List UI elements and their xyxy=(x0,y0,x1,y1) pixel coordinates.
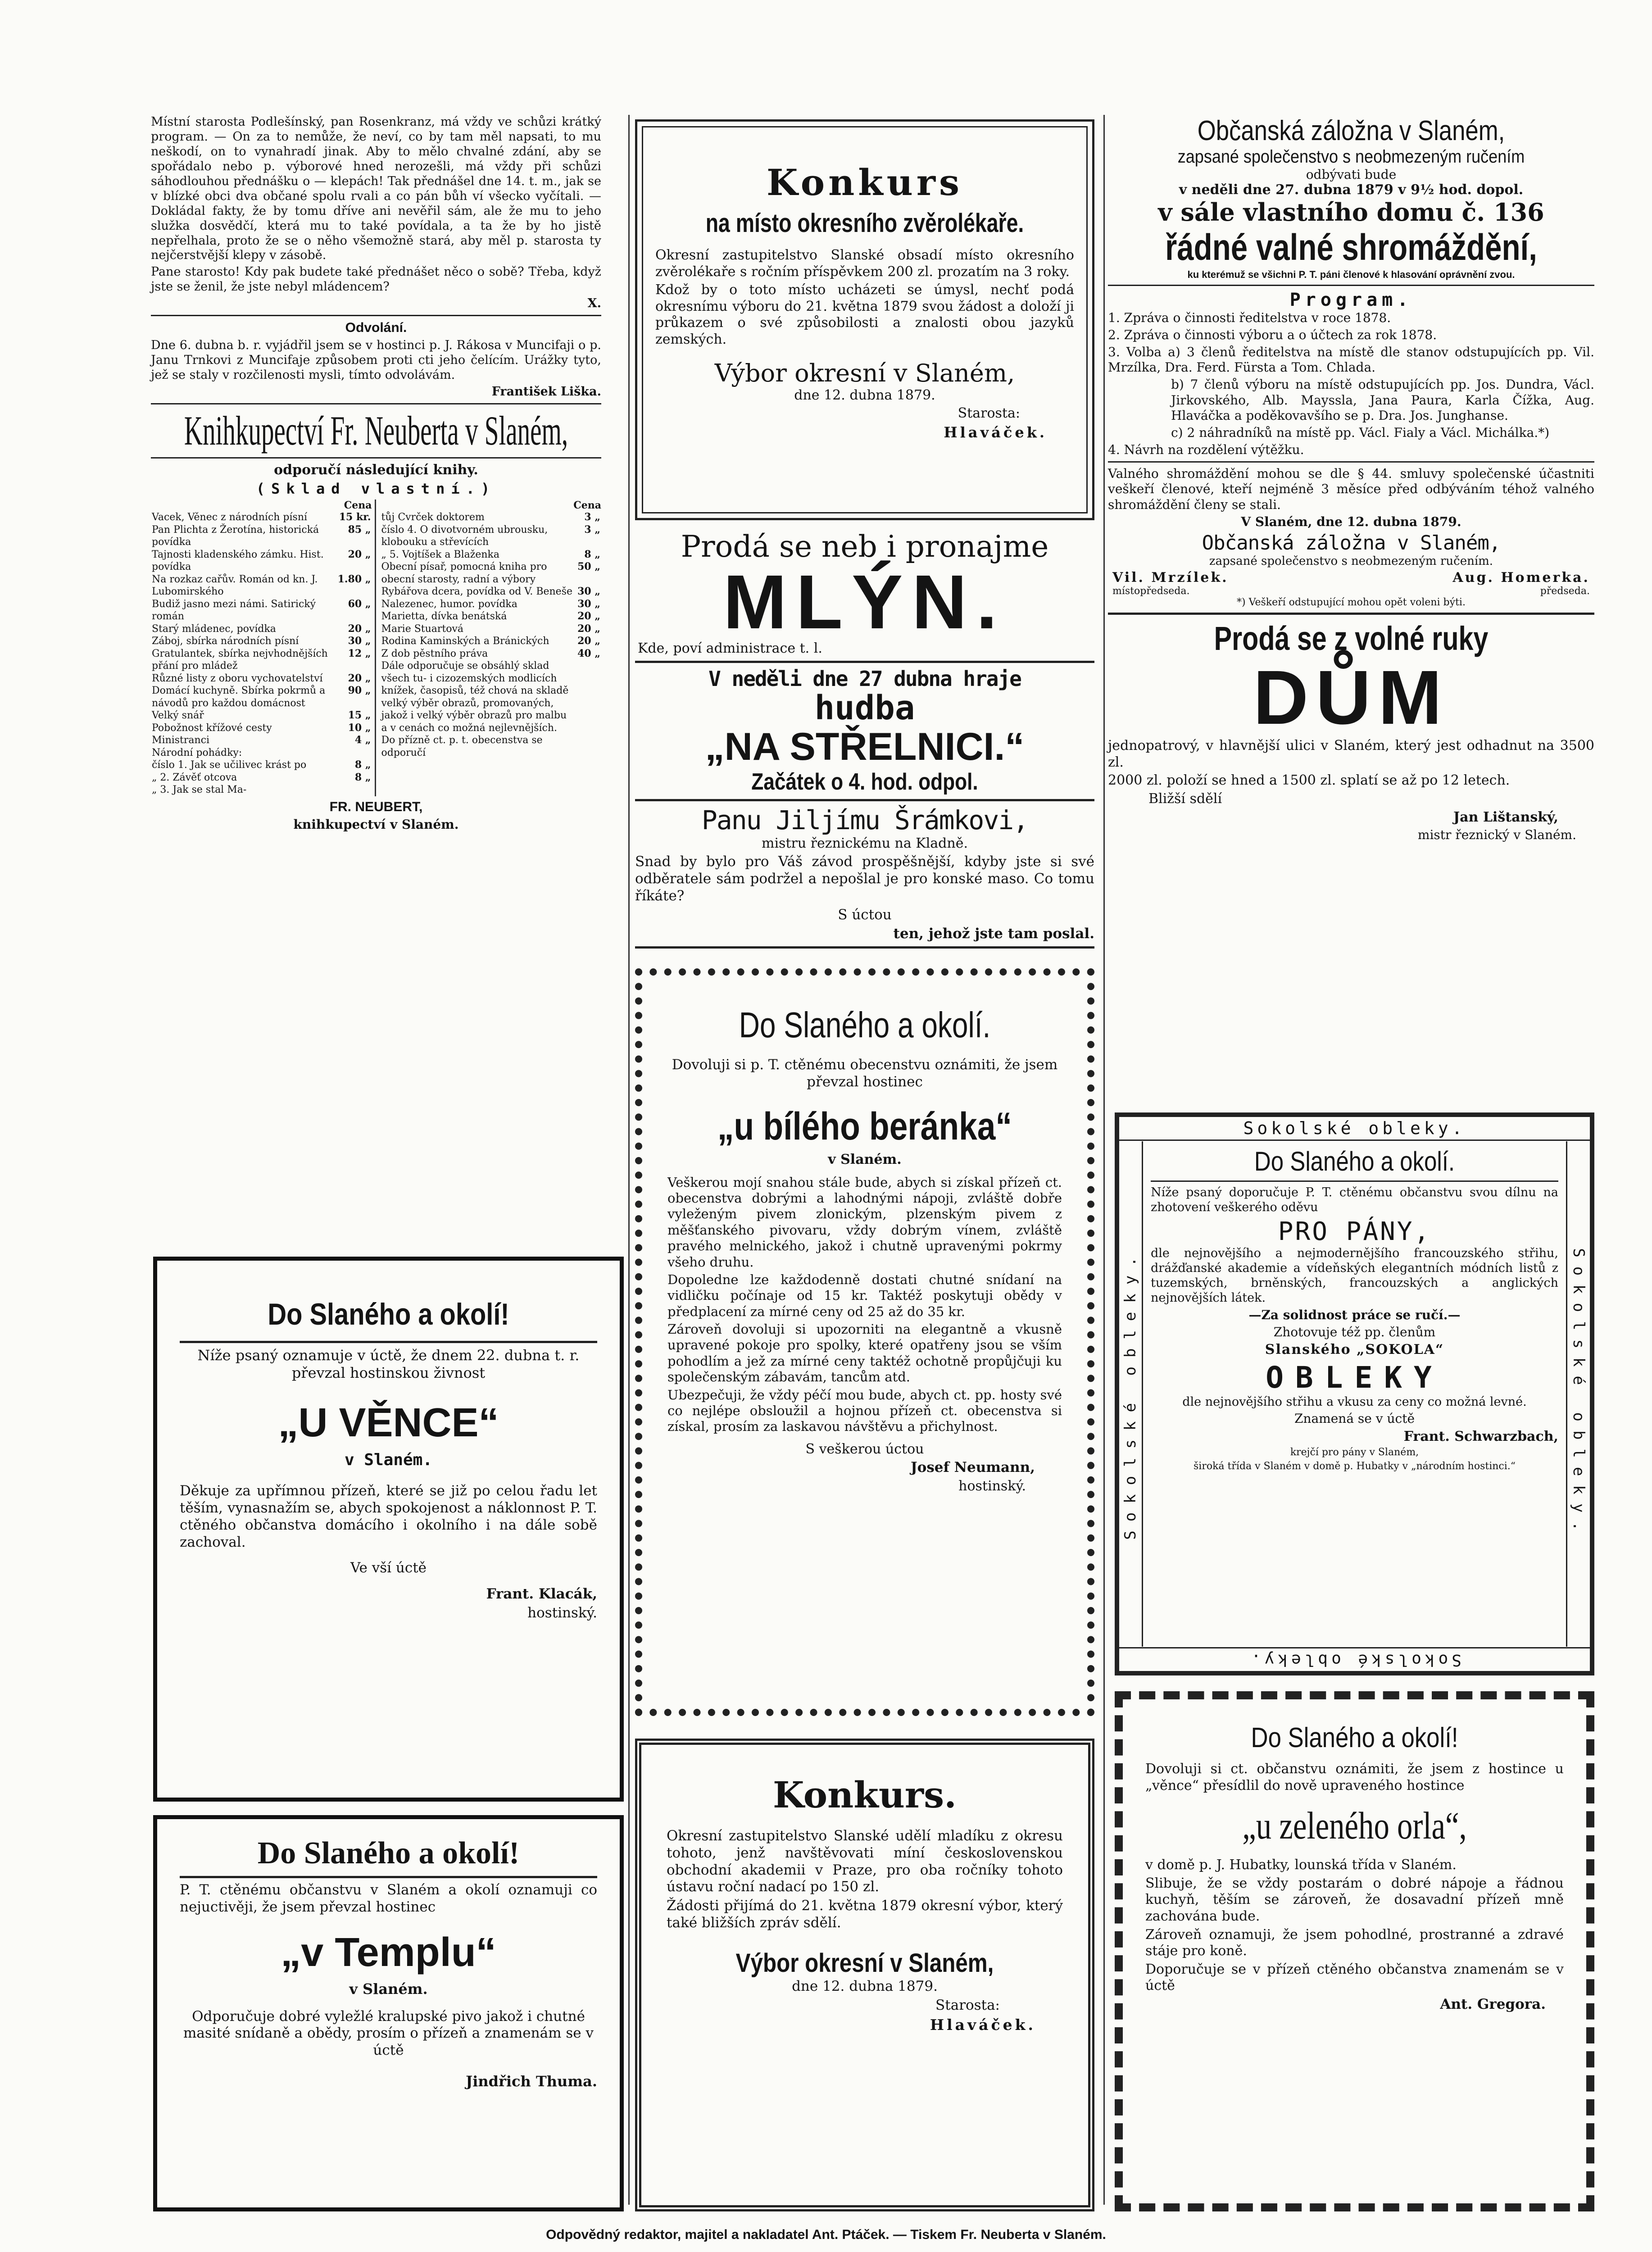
ad-subtitle: mistru řeznickému na Kladně. xyxy=(762,835,968,851)
book-row xyxy=(381,610,602,623)
divider xyxy=(635,946,1094,949)
book-row xyxy=(381,561,602,586)
ad-title: Do Slaného a okolí! xyxy=(257,1836,520,1871)
article-paragraph: Místní starosta Podlešínský, pan Rosenkranz, má vždy ve schůzi krátký program. — On za to nemůže, že neví, co by tam měl napsati, to mu neškodí, on to vynahradí jinak. Aby to mělo chvalné zdání, aby se spořádalo nebo p. výborové hned nerozešli, má vždy při schůzi sáhodlouhou přednášku o — klepách! Tak přednášel dne 14. t. m., jak se v blízké obci dva občané spolu rvali a co pán bůh ví všecko vyčítali. — Dokládal fakty, že by tomu dříve ani nevěřil sám, ale že mu to jeho služka dosvědčí, která mu to také povídala, a ta že by ho jistě nepřelhala, proto že se o něho všemožně stará, aby měl p. starosta ty nejčerstvější klepy v zásobě. xyxy=(151,115,601,263)
book-title: Z dob pěstního práva xyxy=(381,648,488,659)
ad-title: Konkurs. xyxy=(773,1774,957,1816)
ad-text: odbývati bude xyxy=(1306,167,1397,182)
ad-text: Kde, poví administrace t. l. xyxy=(638,640,822,656)
book-row xyxy=(381,598,602,611)
ad-text: Děkuje za upřímnou přízeň, které se již po celou řadu let těším, vynasnažím se, abych spokojenost a náklonnost P. T. ctěného občanstva domácího i okolního i na dále sobě zachoval. xyxy=(180,1483,597,1550)
book-price: 90 „ xyxy=(348,685,371,697)
ad-text: Znamená se v úctě xyxy=(1294,1411,1415,1426)
book-title: Pobožnost křížové cesty xyxy=(152,722,272,734)
book-row xyxy=(151,722,372,735)
program-list xyxy=(1108,310,1594,458)
book-price xyxy=(576,734,601,759)
ad-text: Dovoluji si p. T. ctěnému obecenstvu oznámiti, že jsem převzal hostinec xyxy=(672,1057,1058,1090)
book-price xyxy=(576,660,601,734)
book-price: 20 „ xyxy=(577,622,600,635)
book-price: 10 „ xyxy=(348,722,371,734)
book-price: 85 „ xyxy=(348,523,371,536)
ad-body xyxy=(1151,1146,1558,1475)
ad-text: zapsané společenstvo s neobmezeným ručením. xyxy=(1209,554,1493,568)
book-price: 20 „ xyxy=(348,622,371,635)
ad-signature: krejčí pro pány v Slaném, xyxy=(1290,1447,1419,1458)
ad-u-zeleneho-orla xyxy=(1115,1691,1594,2211)
program-title: Program. xyxy=(1289,289,1413,310)
program-item: c) 2 náhradníků na místě pp. Václ. Fialy a Václ. Michálka.*) xyxy=(1171,425,1550,440)
book-price: 15 kr. xyxy=(339,511,371,523)
bookshop-title: Knihkupectví Fr. Neuberta v Slaném, xyxy=(184,407,568,454)
ad-place: v sále vlastního domu č. 136 xyxy=(1158,198,1544,227)
book-title: Starý mládenec, povídka xyxy=(152,623,276,635)
ad-headline: hudba xyxy=(814,688,915,727)
book-title: Rybářova dcera, povídka od V. Beneše xyxy=(381,586,572,598)
book-row xyxy=(151,623,372,636)
ad-subtitle: zapsané společenstvo s neobmezeným ručením xyxy=(1177,147,1525,167)
ad-title: Do Slaného a okolí! xyxy=(268,1297,509,1331)
book-title: Obecní písař, pomocná kniha pro obecní starosty, radní a výbory xyxy=(381,561,547,585)
book-title: Pan Plichta z Žerotína, historická povídka xyxy=(152,524,319,548)
book-title: číslo 1. Jak se učilivec krást po xyxy=(152,759,307,771)
book-price: 4 „ xyxy=(354,734,371,746)
price-header: Cena xyxy=(573,499,601,512)
ad-headline: OBLEKY xyxy=(1266,1360,1443,1395)
book-price: 8 „ xyxy=(584,548,600,560)
frame-label-bottom: Sokolské obleky. xyxy=(1248,1651,1461,1669)
ad-name: „v Templu“ xyxy=(281,1930,496,1975)
article-paragraph: Dne 6. dubna b. r. vyjádřil jsem se v hostinci p. J. Rákosa v Muncifaji o p. Janu Trnkovi z Muncifaje způsobem proti cti jeho čelícím. Urážky tyto, jež se staly v rozčilenosti mysli, tímto odvolávám. xyxy=(151,338,601,382)
book-title: Dále odporučuje se obsáhlý sklad všech tu- i cizozemských modlicích knížek, časopisů, též chová na skladě velký výběr obrazů, promovaných, jakož i velký výběr obrazů pro malbu a v cenách co možná nejlevnějších. xyxy=(381,660,569,734)
book-row xyxy=(151,598,372,623)
bookshop-subtitle: odporučí následující knihy. xyxy=(274,462,478,478)
book-title: Marietta, dívka benátská xyxy=(381,611,507,622)
frame-label-top: Sokolské obleky. xyxy=(1119,1117,1590,1141)
ad-text: dle nejnovějšího a nejmodernějšího francouzského střihu, drážďanské akademie a vídeňských elegantních módních listů z tuzemských, brněnských, francouzských a anglických nejnovějších látek. xyxy=(1151,1246,1558,1305)
ad-u-vence xyxy=(153,1257,624,1802)
divider xyxy=(151,315,601,316)
ad-signature: Hlaváček. xyxy=(930,2016,1036,2034)
book-row xyxy=(381,635,602,648)
ad-name: „NA STŘELNICI.“ xyxy=(705,725,1025,769)
ad-text: dle nejnovějšího střihu a vkusu za ceny co možná levné. xyxy=(1182,1394,1527,1409)
ad-text: Okresní zastupitelstvo Slanské udělí mladíku z okresu tohoto, jenž navštěvovati míní československou obchodní akademii v Praze, pro oba ročníky tohoto ústavu roční nadací po 150 zl. xyxy=(667,1828,1063,1895)
book-title: Nalezenec, humor. povídka xyxy=(381,598,517,610)
ad-text: Bližší sdělí xyxy=(1148,790,1222,807)
ad-place: v Slaném. xyxy=(828,1151,902,1167)
book-row xyxy=(151,573,372,598)
book-price: 20 „ xyxy=(348,548,371,560)
frame-side-left xyxy=(1119,1141,1143,1647)
ad-text: Zároveň dovoluji si upozorniti na elegantně a vkusně upravené pokoje pro spolky, které opatřeny jsou se vším pohodlím a jež za mírné ceny taktéž ochotně propůjčuji ku společenským zábavám, tancům atd. xyxy=(667,1321,1062,1385)
ad-text: Doporučuje se v přízeň ctěného občanstva znamenám se v úctě xyxy=(1145,1961,1564,1994)
bookshop-signature: FR. NEUBERT, xyxy=(329,799,423,814)
ad-v-templu xyxy=(153,1815,624,2211)
article-signature: František Liška. xyxy=(491,384,601,399)
signature-name: Aug. Homerka. xyxy=(1452,569,1590,586)
ad-text: S úctou xyxy=(838,906,892,923)
divider xyxy=(635,799,1094,801)
divider xyxy=(151,403,601,404)
ad-text: Valného shromáždění mohou se dle § 44. smluvy společenské účastniti veškeří členové, kteří nejméně 3 měsíce před odbýváním téhož valného shromáždění členy se stali. xyxy=(1108,466,1594,512)
book-price xyxy=(337,747,372,759)
column-rule xyxy=(628,115,630,2205)
signature-name: Vil. Mrzílek. xyxy=(1112,569,1229,586)
book-title: „ 3. Jak se stal Ma- xyxy=(152,784,247,796)
book-row xyxy=(151,648,372,672)
ad-text: Níže psaný oznamuje v úctě, že dnem 22. dubna t. r. převzal hostinskou živnost xyxy=(197,1347,580,1382)
ad-signature: Hlaváček. xyxy=(944,423,1047,441)
article-paragraph: Pane starosto! Kdy pak budete také přednášet něco o sobě? Třeba, když jste se ženil, že jste nebyl mládencem? xyxy=(151,265,601,294)
frame-side-bottom xyxy=(1119,1647,1590,1671)
book-list-left xyxy=(151,499,376,796)
ad-signature: hostinský. xyxy=(527,1604,597,1621)
book-price: 20 „ xyxy=(348,672,371,684)
ad-text: Slibuje, že se vždy postarám o dobré nápoje a řádnou kuchyň, těším se zároveň, že dosavadní přízeň mně zachována bude. xyxy=(1145,1875,1564,1924)
ad-signature: Ant. Gregora. xyxy=(1440,1996,1546,2012)
ad-text: Odporučuje dobré vyležlé kralupské pivo jakož i chutné masité snídaně a obědy, prosím o přízeň a znamenám se v úctě xyxy=(183,2008,594,2059)
ad-text: Dopoledne lze každodenně dostati chutné snídaní na vidličku počínaje od 15 kr. Taktéž poskytuji obědy v předplacení za mírné ceny od 25 až do 35 kr. xyxy=(667,1271,1062,1319)
ad-text: Snad by bylo pro Váš závod prospěšnější, kdyby jste si své odběratele sám podržel a nepošlal je pro konské maso. Co tomu říkáte? xyxy=(635,854,1094,904)
ad-text: 2000 zl. položí se hned a 1500 zl. splatí se až po 12 letech. xyxy=(1108,772,1510,789)
ad-headline: řádné valné shromáždění, xyxy=(1165,227,1537,268)
book-row xyxy=(151,635,372,648)
book-row xyxy=(151,524,372,549)
ad-title: Konkurs xyxy=(766,161,963,204)
book-row xyxy=(381,511,602,524)
book-title: Gratulantek, sbírka nejvhodnějších přání pro mládež xyxy=(152,648,328,672)
ad-text: Kdož by o toto místo ucházeti se úmysl, nechť podá okresnímu výboru do 21. května 1879 svou žádost a doloží ji průkazem o své způsobilosti a znalosti obou jazyků zemských. xyxy=(655,282,1074,347)
ad-text: Dovoluji si ct. občanstvu oznámiti, že jsem z hostince u „věnce“ přesídlil do nově upraveného hostince xyxy=(1145,1761,1564,1793)
book-row xyxy=(151,784,372,796)
book-title: Vacek, Věnec z národních písní xyxy=(152,512,308,523)
ad-signature: Frant. Schwarzbach, xyxy=(1403,1428,1558,1444)
divider xyxy=(180,1876,597,1878)
ad-text: Zároveň oznamuji, že jsem pohodlné, prostranné a zdravé stáje pro koně. xyxy=(1145,1926,1564,1959)
book-title: Záboj, sbírka národních písní xyxy=(152,636,299,647)
book-title: Na rozkaz cařův. Román od kn. J. Lubomirského xyxy=(152,573,318,598)
ad-title: Občanská záložna v Slaném, xyxy=(1197,115,1505,146)
ad-text: —Za solidnost práce se ručí.— xyxy=(1248,1307,1461,1322)
program-item: 4. Návrh na rozdělení výtěžku. xyxy=(1108,442,1304,458)
book-price: 30 „ xyxy=(577,598,600,610)
book-price: 30 „ xyxy=(577,586,600,598)
book-row xyxy=(151,734,372,747)
signature-role: místopředseda. xyxy=(1112,585,1190,597)
divider xyxy=(1108,461,1594,463)
ad-sokolske-obleky xyxy=(1115,1112,1594,1675)
ad-text: Slanského „SOKOLA“ xyxy=(1265,1341,1444,1358)
book-title: Ministranci xyxy=(152,735,210,746)
ad-text: Níže psaný doporučuje P. T. ctěnému občanstvu svou dílnu na zhotovení veškerého oděvu xyxy=(1151,1185,1558,1214)
ad-signature: ten, jehož jste tam poslal. xyxy=(893,925,1094,942)
program-item: 1. Zpráva o činnosti ředitelstva v roce 1878. xyxy=(1108,310,1391,325)
signatures xyxy=(1112,570,1590,597)
ad-konkurs-vet xyxy=(635,119,1094,520)
ad-text: S veškerou úctou xyxy=(805,1441,924,1457)
book-price xyxy=(337,784,372,796)
book-table xyxy=(151,511,372,796)
ad-date: V Slaném, dne 12. dubna 1879. xyxy=(1241,514,1461,529)
book-row xyxy=(151,709,372,722)
ad-text: v domě p. J. Hubatky, lounská třída v Slaném. xyxy=(1145,1857,1457,1873)
ad-name: „u zeleného orla“, xyxy=(1242,1804,1467,1848)
price-header: Cena xyxy=(344,499,372,512)
ad-signature: hostinský. xyxy=(958,1478,1026,1494)
page-footer: Odpovědný redaktor, majitel a nakladatel Ant. Ptáček. — Tiskem Fr. Neuberta v Slaném. xyxy=(546,2227,1106,2242)
book-row xyxy=(381,660,602,734)
ad-mlyn xyxy=(635,529,1094,952)
ad-signature: mistr řeznický v Slaném. xyxy=(1417,827,1576,843)
divider xyxy=(180,1341,597,1343)
ad-text: Ve vší úctě xyxy=(350,1560,427,1576)
ad-name: Občanská záložna v Slaném, xyxy=(1202,531,1501,554)
book-row xyxy=(151,549,372,573)
book-price: 20 „ xyxy=(577,610,600,622)
frame-label-right: Sokolské obleky. xyxy=(1570,1248,1588,1540)
signature-block xyxy=(1452,570,1590,597)
article-signature: X. xyxy=(587,296,601,311)
book-row xyxy=(151,747,372,759)
book-price: 8 „ xyxy=(354,771,371,783)
ad-text: Žádosti přijímá do 21. května 1879 okresní výbor, který také bližších zpráv sdělí. xyxy=(667,1898,1063,1931)
ad-starosta: Starosta: xyxy=(958,405,1020,422)
ad-date: dne 12. dubna 1879. xyxy=(794,387,935,403)
ad-starosta: Starosta: xyxy=(935,1997,1000,2013)
book-price: 15 „ xyxy=(348,709,371,722)
ad-text: Ubezpečuji, že vždy péčí mou bude, abych ct. pp. hosty své co nejlépe obsloužil a hojnou přízeň ct. obecenstva si získal, prosím za laskavou návštěvu a přichylnost. xyxy=(667,1387,1062,1435)
divider xyxy=(635,661,1094,663)
book-row xyxy=(381,623,602,636)
section-title: Odvolání. xyxy=(345,320,407,336)
book-title: Různé listy z oboru vychovatelství xyxy=(152,672,323,684)
column-rule xyxy=(1103,115,1105,2205)
ad-date: dne 12. dubna 1879. xyxy=(792,1978,938,1994)
ad-text: Zhotovuje též pp. členům xyxy=(1273,1324,1436,1339)
ad-text: P. T. ctěnému občanstvu v Slaném a okolí oznamuji co nejuctivěji, že jsem převzal hostinec xyxy=(180,1882,597,1915)
book-row xyxy=(151,685,372,709)
book-title: „ 5. Vojtíšek a Blaženka xyxy=(381,549,499,560)
book-row xyxy=(151,511,372,524)
book-title: Velký snář xyxy=(152,710,204,722)
bookshop-signature: knihkupectví v Slaném. xyxy=(293,817,459,832)
book-row xyxy=(151,759,372,772)
ad-headline: DŮM xyxy=(1253,654,1449,740)
ad-committee: Výbor okresní v Slaném, xyxy=(735,1948,994,1978)
book-price: 12 „ xyxy=(348,647,371,659)
book-title: Rodina Kaminských a Bránických xyxy=(381,636,549,647)
book-title: číslo 4. O divotvorném ubrousku, klobouku a střevících xyxy=(381,524,548,548)
ad-title: Do Slaného a okolí. xyxy=(739,1005,991,1045)
book-row xyxy=(381,648,602,660)
ad-text: Začátek o 4. hod. odpol. xyxy=(751,768,978,795)
book-title: Do přízně ct. p. t. obecenstva se odporučí xyxy=(381,735,543,758)
ad-signature: Jan Lištanský, xyxy=(1453,809,1558,825)
ad-signature: Josef Neumann, xyxy=(910,1459,1035,1476)
book-price: 8 „ xyxy=(354,759,371,771)
ad-signature: Jindřich Thuma. xyxy=(466,2073,597,2090)
ad-headline: PRO PÁNY, xyxy=(1278,1217,1431,1246)
column-right xyxy=(1108,115,1594,844)
ad-text: jednopatrový, v hlavnější ulici v Slaném, který jest odhadnut na 3500 zl. xyxy=(1108,738,1594,770)
book-row xyxy=(381,549,602,561)
ad-title: Prodá se neb i pronajme xyxy=(681,529,1049,564)
ad-signature: Frant. Klacák, xyxy=(486,1586,597,1603)
book-price: 20 „ xyxy=(577,635,600,647)
frame-label-left: Sokolské obleky. xyxy=(1121,1248,1139,1540)
ad-title: Do Slaného a okolí! xyxy=(1251,1722,1458,1753)
book-list-right xyxy=(381,499,602,796)
book-price: 30 „ xyxy=(348,635,371,647)
ad-name: „U VĚNCE“ xyxy=(278,1400,499,1446)
book-title: tůj Cvrček doktorem xyxy=(381,512,485,523)
ad-title: Panu Jiljímu Šrámkovi, xyxy=(701,804,1028,835)
program-item: 2. Zpráva o činnosti výboru a o účtech za rok 1878. xyxy=(1108,327,1437,342)
ad-place: v Slaném. xyxy=(344,1451,433,1470)
book-row xyxy=(381,734,602,759)
book-price: 3 „ xyxy=(584,511,600,523)
book-title: Budiž jasno mezi námi. Satirický román xyxy=(152,598,316,622)
footnote: *) Veškeří odstupující mohou opět voleni býti. xyxy=(1237,596,1466,608)
ad-u-bileho-beranka xyxy=(635,968,1094,1716)
ad-text: ku kterémuž se všichni P. T. páni členové k hlasování oprávnění zvou. xyxy=(1187,269,1515,280)
book-price: 50 „ xyxy=(577,561,600,573)
signature-block xyxy=(1112,570,1229,597)
book-title: Domácí kuchyně. Sbírka pokrmů a návodů pro každou domácnost xyxy=(152,685,326,709)
ad-committee: Výbor okresní v Slaném, xyxy=(714,359,1015,387)
book-price: 3 „ xyxy=(584,523,600,536)
book-title: Tajnosti kladenského zámku. Hist. povídka xyxy=(152,549,324,573)
divider xyxy=(1108,285,1594,286)
ad-text: Veškerou mojí snahou stále bude, abych si získal přízeň ct. obecenstva dobrými a lahodnými nápoji, zvláště dobře vyleženým pivem zlonickým, plzenským pivem z měšťanského pivovaru, vždy dobrým vínem, zvláště pravého melnického, jakož i chutně upravenými pokrmy všeho druhu. xyxy=(667,1174,1062,1270)
book-price: 60 „ xyxy=(348,598,371,610)
column-left xyxy=(151,115,601,835)
ad-headline: MLÝN. xyxy=(723,559,1007,645)
book-price: 1.80 „ xyxy=(337,573,371,585)
book-price: 40 „ xyxy=(577,647,600,659)
ad-date: V neděli dne 27 dubna hraje xyxy=(708,666,1021,691)
book-row xyxy=(381,586,602,598)
book-title: Marie Stuartová xyxy=(381,623,464,635)
ad-place: v Slaném. xyxy=(349,1980,428,1998)
ad-name: „u bílého beránka“ xyxy=(717,1104,1012,1148)
program-item: 3. Volba a) 3 členů ředitelstva na místě dle stanov odstupujících pp. Vil. Mrzílka, Dra. Ferd. Fürsta a Tom. Chlada. xyxy=(1108,345,1594,375)
book-row xyxy=(151,672,372,685)
signature-role: předseda. xyxy=(1540,585,1590,597)
frame-side-right xyxy=(1566,1141,1590,1647)
ad-signature: široká třída v Slaném v domě p. Hubatky v „národním hostinci.“ xyxy=(1194,1461,1516,1472)
divider xyxy=(1151,1180,1558,1182)
ad-title: Prodá se z volné ruky xyxy=(1214,619,1489,657)
ad-title: Do Slaného a okolí. xyxy=(1254,1146,1455,1176)
book-title: „ 2. Závěť otcova xyxy=(152,772,237,783)
book-table xyxy=(381,511,602,759)
book-row xyxy=(381,524,602,549)
program-item: b) 7 členů výboru na místě odstupujících pp. Jos. Dundra, Václ. Jirkovského, Alb. Mayssla, Jana Paura, Karla Čížka, Aug. Hlaváčka a poděkovavšího se p. Dra. Jos. Junghanse. xyxy=(1171,377,1594,423)
ad-subtitle: na místo okresního zvěrolékaře. xyxy=(705,209,1024,238)
divider xyxy=(1108,613,1594,615)
ad-text: Okresní zastupitelstvo Slanské obsadí místo okresního zvěrolékaře s ročním příspěvkem 200 zl. prozatím na 3 roky. xyxy=(655,247,1074,280)
book-title: Národní pohádky: xyxy=(152,747,242,758)
divider xyxy=(151,457,601,459)
bookshop-subtitle: (Sklad vlastní.) xyxy=(256,480,496,498)
book-list xyxy=(151,499,601,796)
ad-konkurs-akademie xyxy=(635,1739,1094,2211)
book-row xyxy=(151,772,372,784)
ad-date: v neděli dne 27. dubna 1879 v 9½ hod. dopol. xyxy=(1179,182,1524,198)
